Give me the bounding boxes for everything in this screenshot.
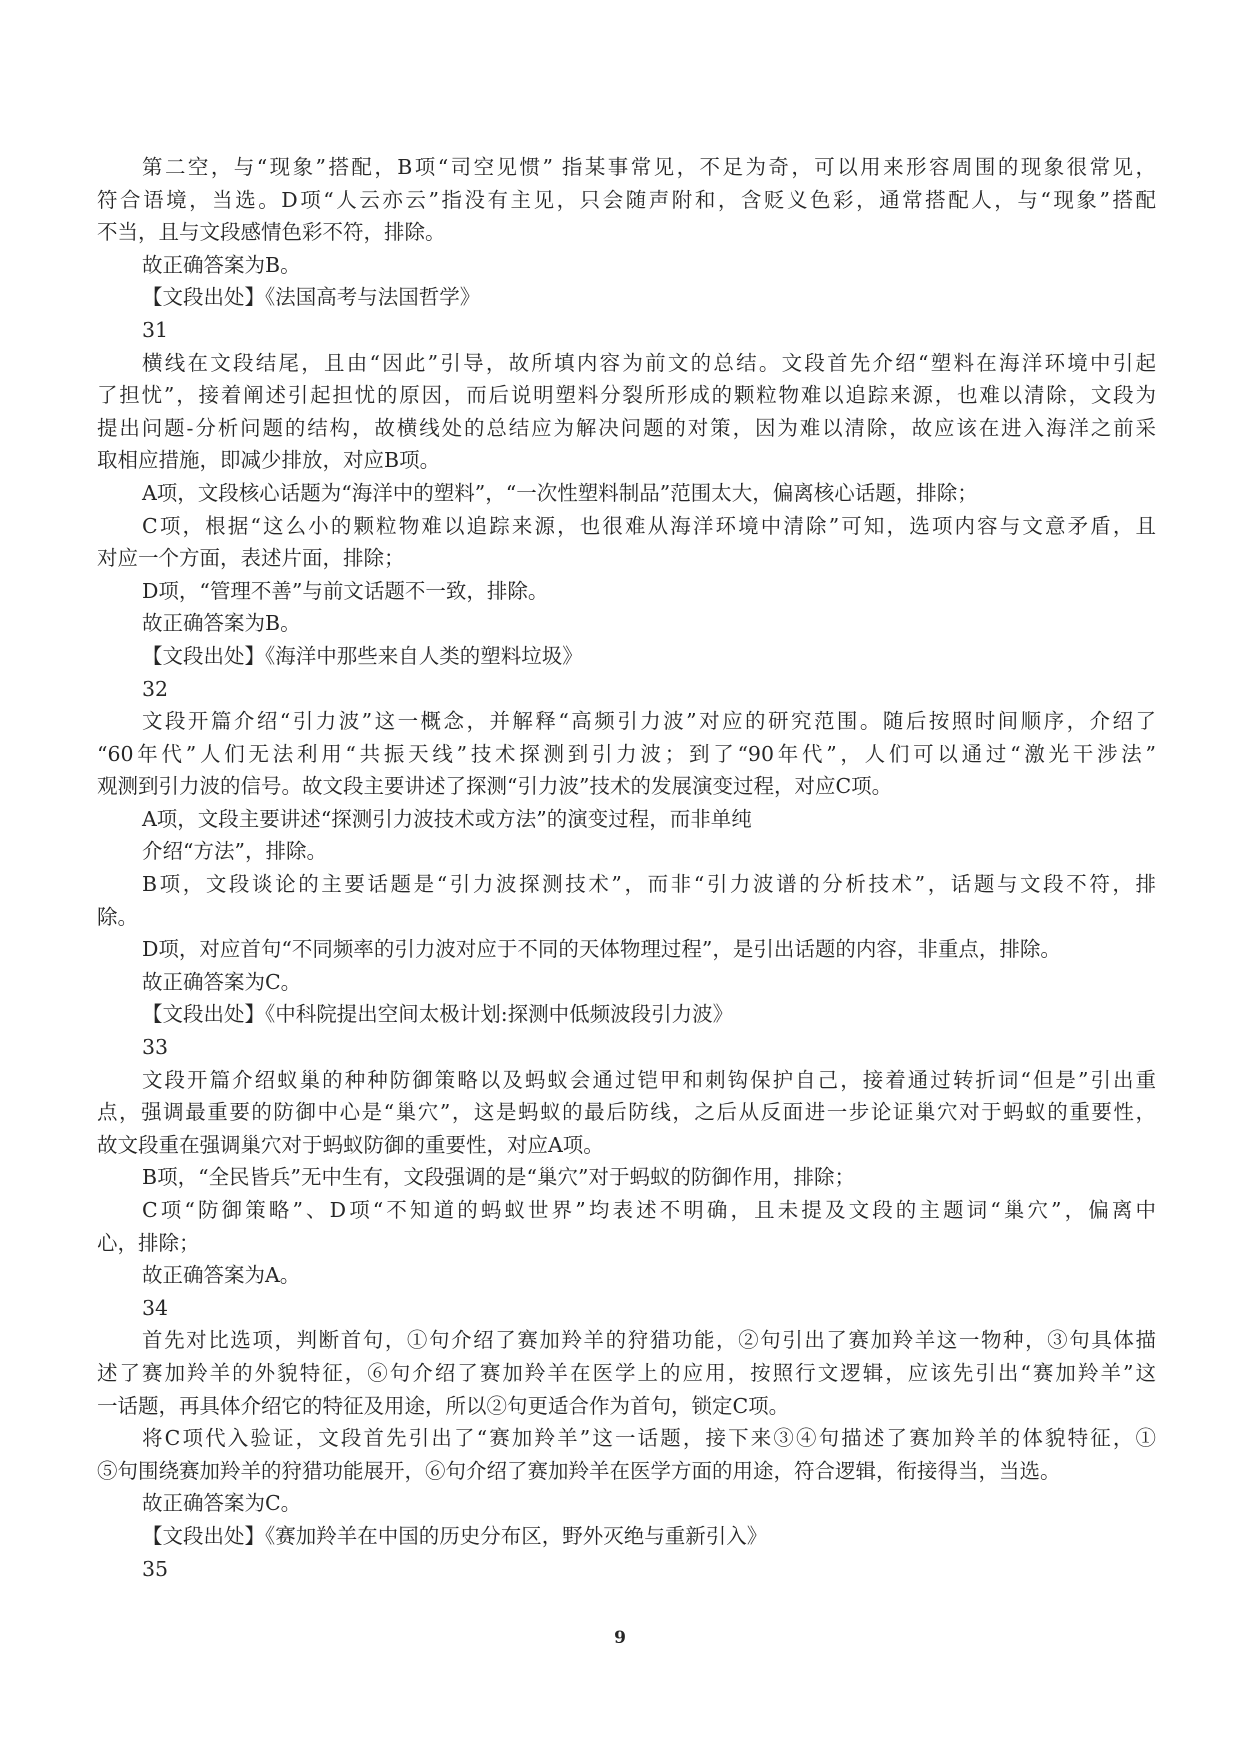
text-line: 第二空，与“现象”搭配，B项“司空见惯” 指某事常见，不足为奇，可以用来形容周围的现象很常见， (142, 155, 1156, 179)
text-line: 【文段出处】《中科院提出空间太极计划:探测中低频波段引力波》 (142, 1002, 734, 1027)
text-line: 心，排除； (97, 1230, 200, 1255)
text-line: 31 (142, 317, 169, 342)
paragraph (97, 933, 1156, 966)
paragraph (97, 1520, 1156, 1553)
text-line: D项，“管理不善”与前文话题不一致，排除。 (142, 578, 549, 603)
paragraph (97, 705, 1156, 803)
text-line: C项“防御策略”、D项“不知道的蚂蚁世界”均表述不明确，且未提及文段的主题词“巢穴”，偏离中 (142, 1198, 1156, 1222)
document-body (97, 151, 1156, 1585)
text-line: 点，强调最重要的防御中心是“巢穴”，这是蚂蚁的最后防线，之后从反面进一步论证巢穴对于蚂蚁的重要性， (97, 1100, 1156, 1125)
text-line: B项，文段谈论的主要话题是“引力波探测技术”，而非“引力波谱的分析技术”，话题与文段不符，排 (142, 872, 1156, 897)
text-line: 对应一个方面，表述片面，排除； (97, 546, 405, 571)
text-line: 故文段重在强调巢穴对于蚂蚁防御的重要性，对应A项。 (97, 1132, 604, 1157)
text-line: 将C项代入验证，文段首先引出了“赛加羚羊”这一话题，接下来③④句描述了赛加羚羊的体貌特征，① (142, 1426, 1156, 1451)
paragraph (97, 1031, 1156, 1064)
paragraph (97, 1422, 1156, 1487)
text-line: 述了赛加羚羊的外貌特征，⑥句介绍了赛加羚羊在医学上的应用，按照行文逻辑，应该先引出“赛加羚羊”这 (97, 1360, 1156, 1385)
text-line: A项，文段核心话题为“海洋中的塑料”，“一次性塑料制品”范围太大，偏离核心话题，排除； (142, 480, 978, 505)
text-line: 符合语境，当选。D项“人云亦云”指没有主见，只会随声附和，含贬义色彩，通常搭配人，与“现象”搭配 (97, 187, 1156, 212)
paragraph (97, 1553, 1156, 1586)
text-line: 提出问题-分析问题的结构，故横线处的总结应为解决问题的对策，因为难以清除，故应该在进入海洋之前采 (97, 415, 1156, 440)
text-line: 横线在文段结尾，且由“因此”引导，故所填内容为前文的总结。文段首先介绍“塑料在海洋环境中引起 (142, 350, 1156, 375)
paragraph (97, 510, 1156, 575)
paragraph (97, 1292, 1156, 1325)
paragraph (97, 249, 1156, 282)
page-number: 9 (614, 1628, 626, 1648)
text-line: 文段开篇介绍“引力波”这一概念，并解释“高频引力波”对应的研究范围。随后按照时间顺序，介绍了 (142, 709, 1156, 734)
text-line: 35 (142, 1556, 169, 1581)
paragraph (97, 673, 1156, 706)
paragraph (97, 607, 1156, 640)
paragraph (97, 966, 1156, 999)
text-line: 【文段出处】《赛加羚羊在中国的历史分布区，野外灭绝与重新引入》 (142, 1523, 768, 1548)
paragraph (97, 1487, 1156, 1520)
paragraph (97, 1324, 1156, 1422)
text-line: 首先对比选项，判断首句，①句介绍了赛加羚羊的狩猎功能，②句引出了赛加羚羊这一物种，③句具体描 (142, 1328, 1156, 1353)
text-line: B项，“全民皆兵”无中生有，文段强调的是“巢穴”对于蚂蚁的防御作用，排除； (142, 1165, 855, 1190)
paragraph (97, 835, 1156, 868)
text-line: C项，根据“这么小的颗粒物难以追踪来源，也很难从海洋环境中清除”可知，选项内容与文意矛盾，且 (142, 513, 1156, 538)
paragraph (97, 281, 1156, 314)
paragraph (97, 998, 1156, 1031)
text-line: 了担忧”，接着阐述引起担忧的原因，而后说明塑料分裂所形成的颗粒物难以追踪来源，也难以清除，文段为 (97, 383, 1156, 408)
text-line: 故正确答案为B。 (142, 611, 301, 636)
paragraph (97, 575, 1156, 608)
text-line: 观测到引力波的信号。故文段主要讲述了探测“引力波”技术的发展演变过程，对应C项。 (97, 774, 893, 799)
paragraph (97, 868, 1156, 933)
text-line: 取相应措施，即减少排放，对应B项。 (97, 448, 441, 473)
paragraph (97, 314, 1156, 347)
text-line: A项，文段主要讲述“探测引力波技术或方法”的演变过程，而非单纯 (142, 806, 752, 831)
paragraph (97, 1194, 1156, 1259)
paragraph (97, 1161, 1156, 1194)
paragraph (97, 477, 1156, 510)
text-line: 故正确答案为A。 (142, 1263, 301, 1288)
text-line: 32 (142, 676, 169, 701)
text-line: ⑤句围绕赛加羚羊的狩猎功能展开，⑥句介绍了赛加羚羊在医学方面的用途，符合逻辑，衔接得当，当选。 (97, 1458, 1061, 1483)
text-line: 介绍“方法”，排除。 (142, 839, 327, 864)
paragraph (97, 803, 1156, 836)
paragraph (97, 1064, 1156, 1162)
text-line: 故正确答案为C。 (142, 1491, 302, 1516)
text-line: D项，对应首句“不同频率的引力波对应于不同的天体物理过程”，是引出话题的内容，非重点，排除。 (142, 937, 1061, 962)
text-line: 34 (142, 1295, 169, 1320)
text-line: “60年代”人们无法利用“共振天线”技术探测到引力波；到了“90年代”，人们可以通过“激光干涉法” (97, 741, 1156, 766)
paragraph (97, 347, 1156, 477)
text-line: 文段开篇介绍蚁巢的种种防御策略以及蚂蚁会通过铠甲和刺钩保护自己，接着通过转折词“但是”引出重 (142, 1067, 1156, 1092)
text-line: 除。 (97, 904, 138, 929)
text-line: 33 (142, 1035, 169, 1060)
text-line: 故正确答案为B。 (142, 252, 301, 277)
text-line: 故正确答案为C。 (142, 969, 302, 994)
text-line: 一话题，再具体介绍它的特征及用途，所以②句更适合作为首句，锁定C项。 (97, 1393, 790, 1418)
paragraph (97, 151, 1156, 249)
paragraph (97, 1259, 1156, 1292)
text-line: 不当，且与文段感情色彩不符，排除。 (97, 220, 446, 245)
text-line: 【文段出处】《法国高考与法国哲学》 (142, 285, 481, 310)
paragraph (97, 640, 1156, 673)
text-line: 【文段出处】《海洋中那些来自人类的塑料垃圾》 (142, 643, 583, 668)
